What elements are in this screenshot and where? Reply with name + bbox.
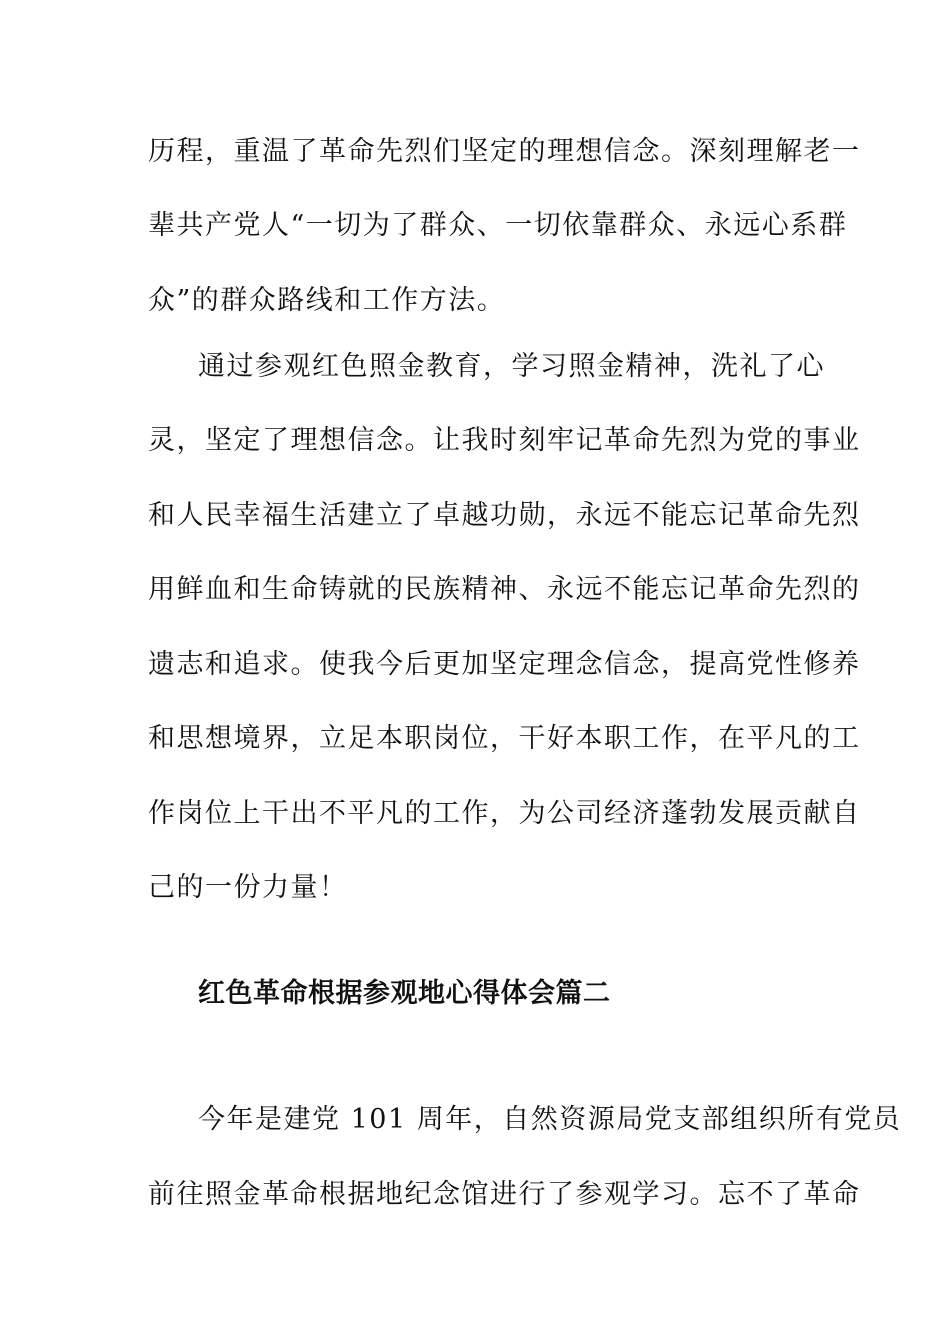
paragraph-line: 作岗位上干出不平凡的工作，为公司经济蓬勃发展贡献自 [148, 798, 861, 829]
paragraph-line: 辈共产党人“一切为了群众、一切依靠群众、永远心系群 [148, 210, 848, 241]
paragraph-line: 灵，坚定了理想信念。让我时刻牢记革命先烈为党的事业 [148, 425, 861, 456]
paragraph-line: 和思想境界，立足本职岗位，干好本职工作，在平凡的工 [148, 723, 861, 754]
paragraph-line: 通过参观红色照金教育，学习照金精神，洗礼了心 [198, 351, 825, 382]
paragraph-line: 前往照金革命根据地纪念馆进行了参观学习。忘不了革命 [148, 1179, 861, 1210]
paragraph-line: 今年是建党 101 周年，自然资源局党支部组织所有党员 [198, 1104, 902, 1135]
paragraph-line: 遗志和追求。使我今后更加坚定理念信念，提高党性修养 [148, 649, 861, 680]
paragraph-line: 和人民幸福生活建立了卓越功勋，永远不能忘记革命先烈 [148, 500, 861, 531]
paragraph-line: 众”的群众路线和工作方法。 [148, 285, 506, 316]
paragraph-line: 历程，重温了革命先烈们坚定的理想信念。深刻理解老一 [148, 136, 861, 167]
paragraph-line: 用鲜血和生命铸就的民族精神、永远不能忘记革命先烈的 [148, 574, 861, 605]
section-heading: 红色革命根据参观地心得体会篇二 [198, 978, 611, 1009]
paragraph-line: 己的一份力量！ [148, 872, 348, 903]
